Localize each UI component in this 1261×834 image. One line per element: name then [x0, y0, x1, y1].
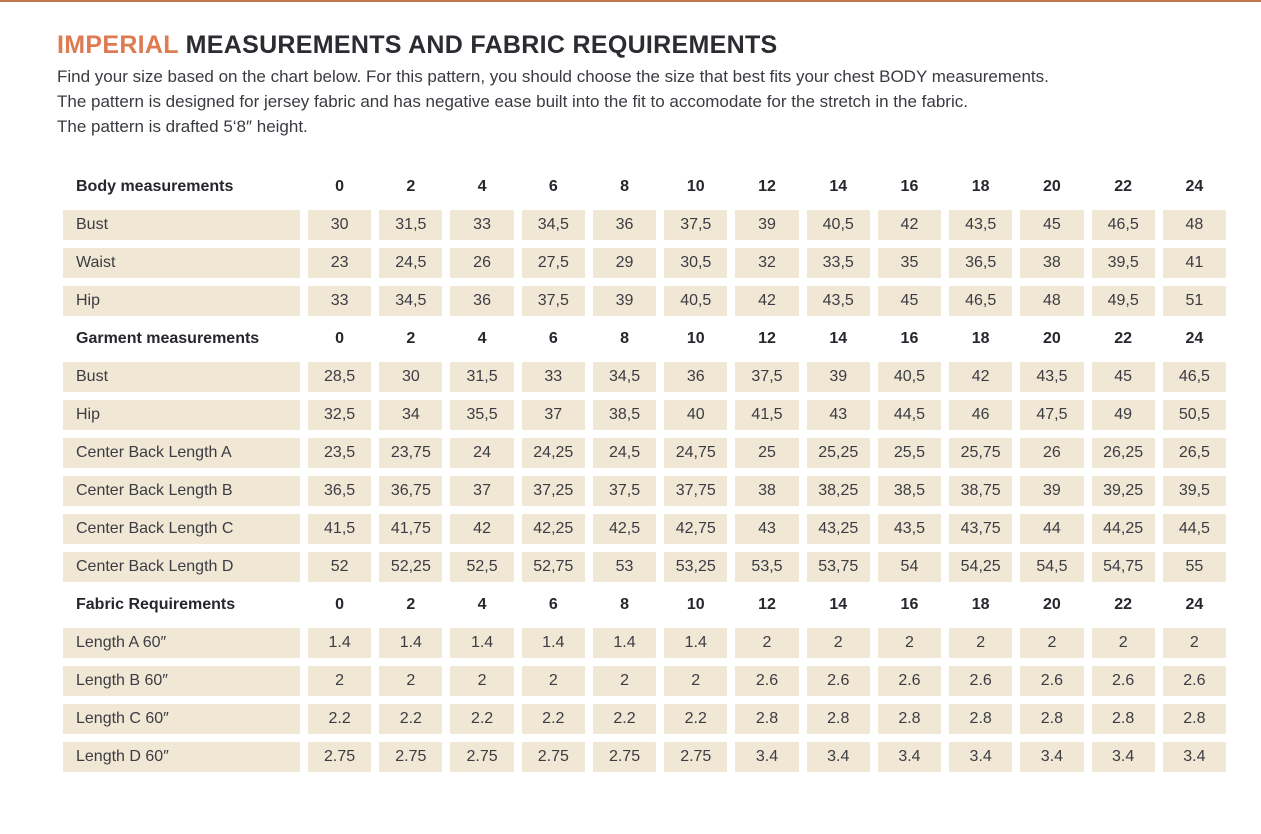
value-cell: 33,5 — [807, 248, 870, 278]
size-header-cell: 16 — [900, 330, 919, 347]
value-cell: 42 — [735, 286, 798, 316]
size-header-cell: 10 — [686, 596, 705, 613]
value-cell: 43,5 — [949, 210, 1012, 240]
value-cell: 41,5 — [735, 400, 798, 430]
row-label: Center Back Length C — [63, 514, 300, 544]
value-cell: 46 — [949, 400, 1012, 430]
value-cell: 26 — [1020, 438, 1083, 468]
row-label: Length A 60″ — [63, 628, 300, 658]
value-cell: 2 — [1163, 628, 1226, 658]
size-header-cell: 12 — [758, 178, 776, 195]
row-label: Length D 60″ — [63, 742, 300, 772]
value-cell: 54,25 — [949, 552, 1012, 582]
value-cell: 30 — [379, 362, 442, 392]
value-cell: 39 — [593, 286, 656, 316]
value-cell: 2 — [308, 666, 371, 696]
value-cell: 2 — [949, 628, 1012, 658]
size-header-cell: 2 — [406, 596, 416, 613]
value-cell: 2 — [593, 666, 656, 696]
value-cell: 40 — [664, 400, 727, 430]
value-cell: 46,5 — [1092, 210, 1155, 240]
value-cell: 2.75 — [664, 742, 727, 772]
value-cell: 40,5 — [878, 362, 941, 392]
value-cell: 36,5 — [949, 248, 1012, 278]
value-cell: 2.6 — [878, 666, 941, 696]
value-cell: 1.4 — [450, 628, 513, 658]
value-cell: 39,25 — [1092, 476, 1155, 506]
value-cell: 1.4 — [379, 628, 442, 658]
value-cell: 38 — [735, 476, 798, 506]
value-cell: 40,5 — [807, 210, 870, 240]
value-cell: 45 — [1020, 210, 1083, 240]
value-cell: 34,5 — [379, 286, 442, 316]
value-cell: 2 — [735, 628, 798, 658]
value-cell: 37 — [450, 476, 513, 506]
value-cell: 54 — [878, 552, 941, 582]
value-cell: 39,5 — [1163, 476, 1226, 506]
value-cell: 24,5 — [593, 438, 656, 468]
value-cell: 2 — [807, 628, 870, 658]
intro-line: Find your size based on the chart below. For this pattern, you should choose the size that best fits your chest BODY measurements. — [57, 67, 1049, 86]
value-cell: 44,5 — [1163, 514, 1226, 544]
value-cell: 35 — [878, 248, 941, 278]
size-header-cell: 0 — [335, 330, 345, 347]
value-cell: 49,5 — [1092, 286, 1155, 316]
value-cell: 2.75 — [308, 742, 371, 772]
value-cell: 37,5 — [593, 476, 656, 506]
size-header-cell: 0 — [335, 178, 345, 195]
value-cell: 2.6 — [1092, 666, 1155, 696]
value-cell: 51 — [1163, 286, 1226, 316]
value-cell: 2.8 — [735, 704, 798, 734]
value-cell: 1.4 — [593, 628, 656, 658]
value-cell: 32 — [735, 248, 798, 278]
value-cell: 54,5 — [1020, 552, 1083, 582]
value-cell: 28,5 — [308, 362, 371, 392]
size-header-cell: 18 — [971, 596, 990, 613]
value-cell: 38,75 — [949, 476, 1012, 506]
size-header-cell: 22 — [1114, 330, 1133, 347]
value-cell: 2.8 — [1163, 704, 1226, 734]
value-cell: 44,25 — [1092, 514, 1155, 544]
value-cell: 3.4 — [1020, 742, 1083, 772]
value-cell: 38 — [1020, 248, 1083, 278]
size-header-cell: 4 — [477, 330, 487, 347]
value-cell: 42,25 — [522, 514, 585, 544]
title-rest: MEASUREMENTS AND FABRIC REQUIREMENTS — [178, 31, 778, 59]
value-cell: 2.6 — [735, 666, 798, 696]
value-cell: 2.75 — [593, 742, 656, 772]
size-header-cell: 24 — [1185, 178, 1204, 195]
size-table — [63, 172, 1226, 772]
value-cell: 25,75 — [949, 438, 1012, 468]
value-cell: 43 — [735, 514, 798, 544]
size-header-cell: 18 — [971, 178, 990, 195]
value-cell: 52,75 — [522, 552, 585, 582]
value-cell: 36 — [593, 210, 656, 240]
value-cell: 53,75 — [807, 552, 870, 582]
value-cell: 23,5 — [308, 438, 371, 468]
value-cell: 39,5 — [1092, 248, 1155, 278]
intro-line: The pattern is designed for jersey fabric and has negative ease built into the fit to accomodate for the stretch in the fabric. — [57, 92, 968, 111]
value-cell: 43 — [807, 400, 870, 430]
size-header-cell: 12 — [758, 330, 776, 347]
value-cell: 36,75 — [379, 476, 442, 506]
size-header-cell: 20 — [1043, 330, 1061, 347]
value-cell: 24,75 — [664, 438, 727, 468]
value-cell: 41,5 — [308, 514, 371, 544]
value-cell: 26,25 — [1092, 438, 1155, 468]
value-cell: 27,5 — [522, 248, 585, 278]
value-cell: 52,5 — [450, 552, 513, 582]
size-header-cell: 6 — [548, 330, 558, 347]
value-cell: 1.4 — [522, 628, 585, 658]
value-cell: 2.8 — [1092, 704, 1155, 734]
size-header-cell: 2 — [406, 178, 416, 195]
value-cell: 42 — [450, 514, 513, 544]
value-cell: 52,25 — [379, 552, 442, 582]
value-cell: 37,5 — [664, 210, 727, 240]
value-cell: 3.4 — [735, 742, 798, 772]
row-label: Length B 60″ — [63, 666, 300, 696]
size-header-cell: 22 — [1114, 178, 1133, 195]
value-cell: 33 — [522, 362, 585, 392]
value-cell: 34,5 — [522, 210, 585, 240]
value-cell: 46,5 — [949, 286, 1012, 316]
size-header-cell: 6 — [548, 178, 558, 195]
value-cell: 48 — [1020, 286, 1083, 316]
value-cell: 24,5 — [379, 248, 442, 278]
value-cell: 39 — [807, 362, 870, 392]
value-cell: 2.2 — [593, 704, 656, 734]
value-cell: 3.4 — [807, 742, 870, 772]
value-cell: 43,5 — [807, 286, 870, 316]
size-header-cell: 2 — [406, 330, 416, 347]
value-cell: 37 — [522, 400, 585, 430]
value-cell: 46,5 — [1163, 362, 1226, 392]
row-label: Waist — [63, 248, 300, 278]
value-cell: 42 — [949, 362, 1012, 392]
value-cell: 43,5 — [878, 514, 941, 544]
value-cell: 2.8 — [878, 704, 941, 734]
value-cell: 39 — [735, 210, 798, 240]
value-cell: 38,25 — [807, 476, 870, 506]
size-header-cell: 14 — [829, 596, 848, 613]
section-header-label: Fabric Requirements — [76, 596, 236, 613]
size-header-cell: 24 — [1185, 330, 1204, 347]
value-cell: 37,75 — [664, 476, 727, 506]
value-cell: 2.2 — [308, 704, 371, 734]
value-cell: 3.4 — [949, 742, 1012, 772]
value-cell: 53 — [593, 552, 656, 582]
value-cell: 2.8 — [1020, 704, 1083, 734]
value-cell: 52 — [308, 552, 371, 582]
value-cell: 40,5 — [664, 286, 727, 316]
value-cell: 2 — [664, 666, 727, 696]
value-cell: 32,5 — [308, 400, 371, 430]
value-cell: 43,5 — [1020, 362, 1083, 392]
value-cell: 2 — [450, 666, 513, 696]
size-header-cell: 6 — [548, 596, 558, 613]
page-title — [57, 31, 1227, 59]
value-cell: 38,5 — [593, 400, 656, 430]
value-cell: 2.2 — [522, 704, 585, 734]
size-header-cell: 22 — [1114, 596, 1133, 613]
value-cell: 26 — [450, 248, 513, 278]
value-cell: 2 — [1020, 628, 1083, 658]
size-header-cell: 8 — [620, 596, 629, 613]
value-cell: 2.6 — [807, 666, 870, 696]
size-header-cell: 0 — [335, 596, 345, 613]
value-cell: 2.8 — [949, 704, 1012, 734]
value-cell: 41,75 — [379, 514, 442, 544]
value-cell: 48 — [1163, 210, 1226, 240]
value-cell: 1.4 — [308, 628, 371, 658]
top-accent-bar — [0, 0, 1261, 2]
row-label: Center Back Length D — [63, 552, 300, 582]
value-cell: 25 — [735, 438, 798, 468]
value-cell: 25,5 — [878, 438, 941, 468]
value-cell: 3.4 — [1092, 742, 1155, 772]
value-cell: 37,25 — [522, 476, 585, 506]
value-cell: 33 — [450, 210, 513, 240]
size-header-cell: 20 — [1043, 596, 1061, 613]
value-cell: 2 — [522, 666, 585, 696]
value-cell: 24 — [450, 438, 513, 468]
size-header-cell: 14 — [829, 330, 848, 347]
row-label: Hip — [63, 400, 300, 430]
size-header-cell: 14 — [829, 178, 848, 195]
value-cell: 53,25 — [664, 552, 727, 582]
value-cell: 2.2 — [379, 704, 442, 734]
value-cell: 2.6 — [949, 666, 1012, 696]
size-header-cell: 10 — [686, 178, 705, 195]
value-cell: 36,5 — [308, 476, 371, 506]
value-cell: 2.8 — [807, 704, 870, 734]
value-cell: 2.6 — [1020, 666, 1083, 696]
value-cell: 3.4 — [1163, 742, 1226, 772]
size-header-cell: 16 — [900, 178, 919, 195]
value-cell: 55 — [1163, 552, 1226, 582]
value-cell: 39 — [1020, 476, 1083, 506]
section-header-label: Body measurements — [76, 178, 234, 195]
value-cell: 2 — [878, 628, 941, 658]
value-cell: 24,25 — [522, 438, 585, 468]
value-cell: 2.6 — [1163, 666, 1226, 696]
size-header-cell: 4 — [477, 178, 487, 195]
value-cell: 42 — [878, 210, 941, 240]
value-cell: 45 — [1092, 362, 1155, 392]
value-cell: 2 — [1092, 628, 1155, 658]
value-cell: 34 — [379, 400, 442, 430]
value-cell: 43,75 — [949, 514, 1012, 544]
value-cell: 49 — [1092, 400, 1155, 430]
size-header-cell: 4 — [477, 596, 487, 613]
value-cell: 23,75 — [379, 438, 442, 468]
value-cell: 3.4 — [878, 742, 941, 772]
value-cell: 47,5 — [1020, 400, 1083, 430]
value-cell: 34,5 — [593, 362, 656, 392]
size-header-cell: 24 — [1185, 596, 1204, 613]
row-label: Length C 60″ — [63, 704, 300, 734]
row-label: Center Back Length A — [63, 438, 300, 468]
value-cell: 36 — [664, 362, 727, 392]
value-cell: 36 — [450, 286, 513, 316]
value-cell: 37,5 — [735, 362, 798, 392]
value-cell: 30 — [308, 210, 371, 240]
row-label: Hip — [63, 286, 300, 316]
value-cell: 54,75 — [1092, 552, 1155, 582]
size-header-cell: 12 — [758, 596, 776, 613]
value-cell: 53,5 — [735, 552, 798, 582]
size-header-cell: 16 — [900, 596, 919, 613]
size-header-cell: 8 — [620, 178, 629, 195]
size-header-cell: 20 — [1043, 178, 1061, 195]
size-header-cell: 18 — [971, 330, 990, 347]
value-cell: 42,75 — [664, 514, 727, 544]
value-cell: 30,5 — [664, 248, 727, 278]
value-cell: 2 — [379, 666, 442, 696]
value-cell: 23 — [308, 248, 371, 278]
size-header-cell: 10 — [686, 330, 705, 347]
value-cell: 35,5 — [450, 400, 513, 430]
value-cell: 2.2 — [450, 704, 513, 734]
value-cell: 41 — [1163, 248, 1226, 278]
title-highlight: IMPERIAL — [57, 31, 179, 59]
value-cell: 2.75 — [450, 742, 513, 772]
value-cell: 43,25 — [807, 514, 870, 544]
intro-text — [57, 64, 1227, 139]
value-cell: 2.2 — [664, 704, 727, 734]
value-cell: 45 — [878, 286, 941, 316]
size-header-cell: 8 — [620, 330, 629, 347]
value-cell: 2.75 — [379, 742, 442, 772]
value-cell: 26,5 — [1163, 438, 1226, 468]
value-cell: 1.4 — [664, 628, 727, 658]
value-cell: 31,5 — [379, 210, 442, 240]
value-cell: 2.75 — [522, 742, 585, 772]
value-cell: 29 — [593, 248, 656, 278]
value-cell: 38,5 — [878, 476, 941, 506]
value-cell: 44 — [1020, 514, 1083, 544]
section-header-label: Garment measurements — [76, 330, 260, 347]
value-cell: 44,5 — [878, 400, 941, 430]
value-cell: 33 — [308, 286, 371, 316]
value-cell: 42,5 — [593, 514, 656, 544]
row-label: Bust — [63, 362, 300, 392]
value-cell: 31,5 — [450, 362, 513, 392]
value-cell: 25,25 — [807, 438, 870, 468]
value-cell: 37,5 — [522, 286, 585, 316]
value-cell: 50,5 — [1163, 400, 1226, 430]
row-label: Center Back Length B — [63, 476, 300, 506]
row-label: Bust — [63, 210, 300, 240]
intro-line: The pattern is drafted 5‘8″ height. — [57, 117, 308, 136]
